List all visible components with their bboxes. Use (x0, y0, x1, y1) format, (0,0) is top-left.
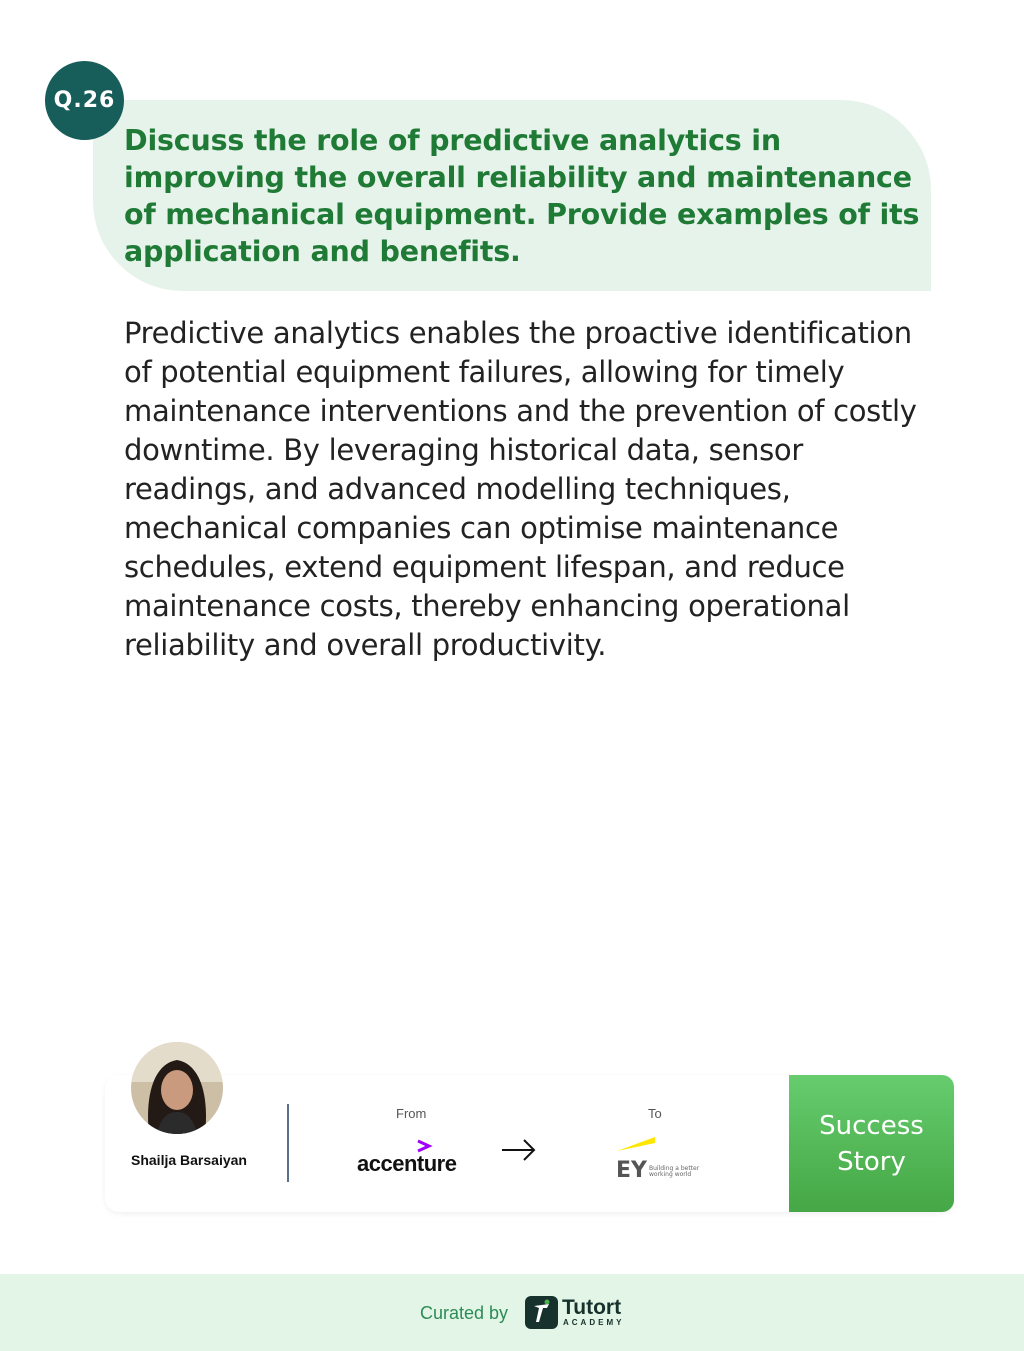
avatar (131, 1042, 223, 1134)
brand-subtitle: ACADEMY (563, 1318, 625, 1327)
svg-text:EY: EY (616, 1158, 647, 1179)
answer-text: Predictive analytics enables the proactive identification of potential equipment failures, allowing for timely maintenance interventions and the prevention of costly downtime. By leveraging historical data, sensor readings, and advanced modelling techniques, mechanical companies can optimise maintenance schedules, extend equipment lifespan, and reduce maintenance costs, thereby enhancing operational reliability and overall productivity. (124, 316, 917, 662)
question-number-badge: Q.26 (45, 61, 124, 140)
success-story-label: Success Story (819, 1110, 924, 1177)
footer (0, 1274, 1024, 1351)
person-name: Shailja Barsaiyan (131, 1152, 247, 1168)
from-label: From (396, 1106, 427, 1121)
arrow-right-icon (500, 1137, 538, 1163)
success-story-button[interactable] (789, 1075, 954, 1212)
ey-logo (615, 1135, 705, 1179)
svg-text:Building a better: Building a better (649, 1165, 700, 1172)
tutort-logo-icon (525, 1296, 558, 1329)
brand-name: Tutort (562, 1296, 622, 1319)
curated-by-label: Curated by (420, 1303, 509, 1323)
svg-text:working world: working world (649, 1171, 692, 1178)
accenture-logo (357, 1141, 467, 1175)
to-label: To (648, 1106, 662, 1121)
accenture-wordmark: accenture (357, 1151, 457, 1176)
question-text: Discuss the role of predictive analytics in improving the overall reliability and maintenance of mechanical equipment. Provide examples of its application and benefits. (124, 124, 920, 268)
divider (287, 1104, 289, 1182)
